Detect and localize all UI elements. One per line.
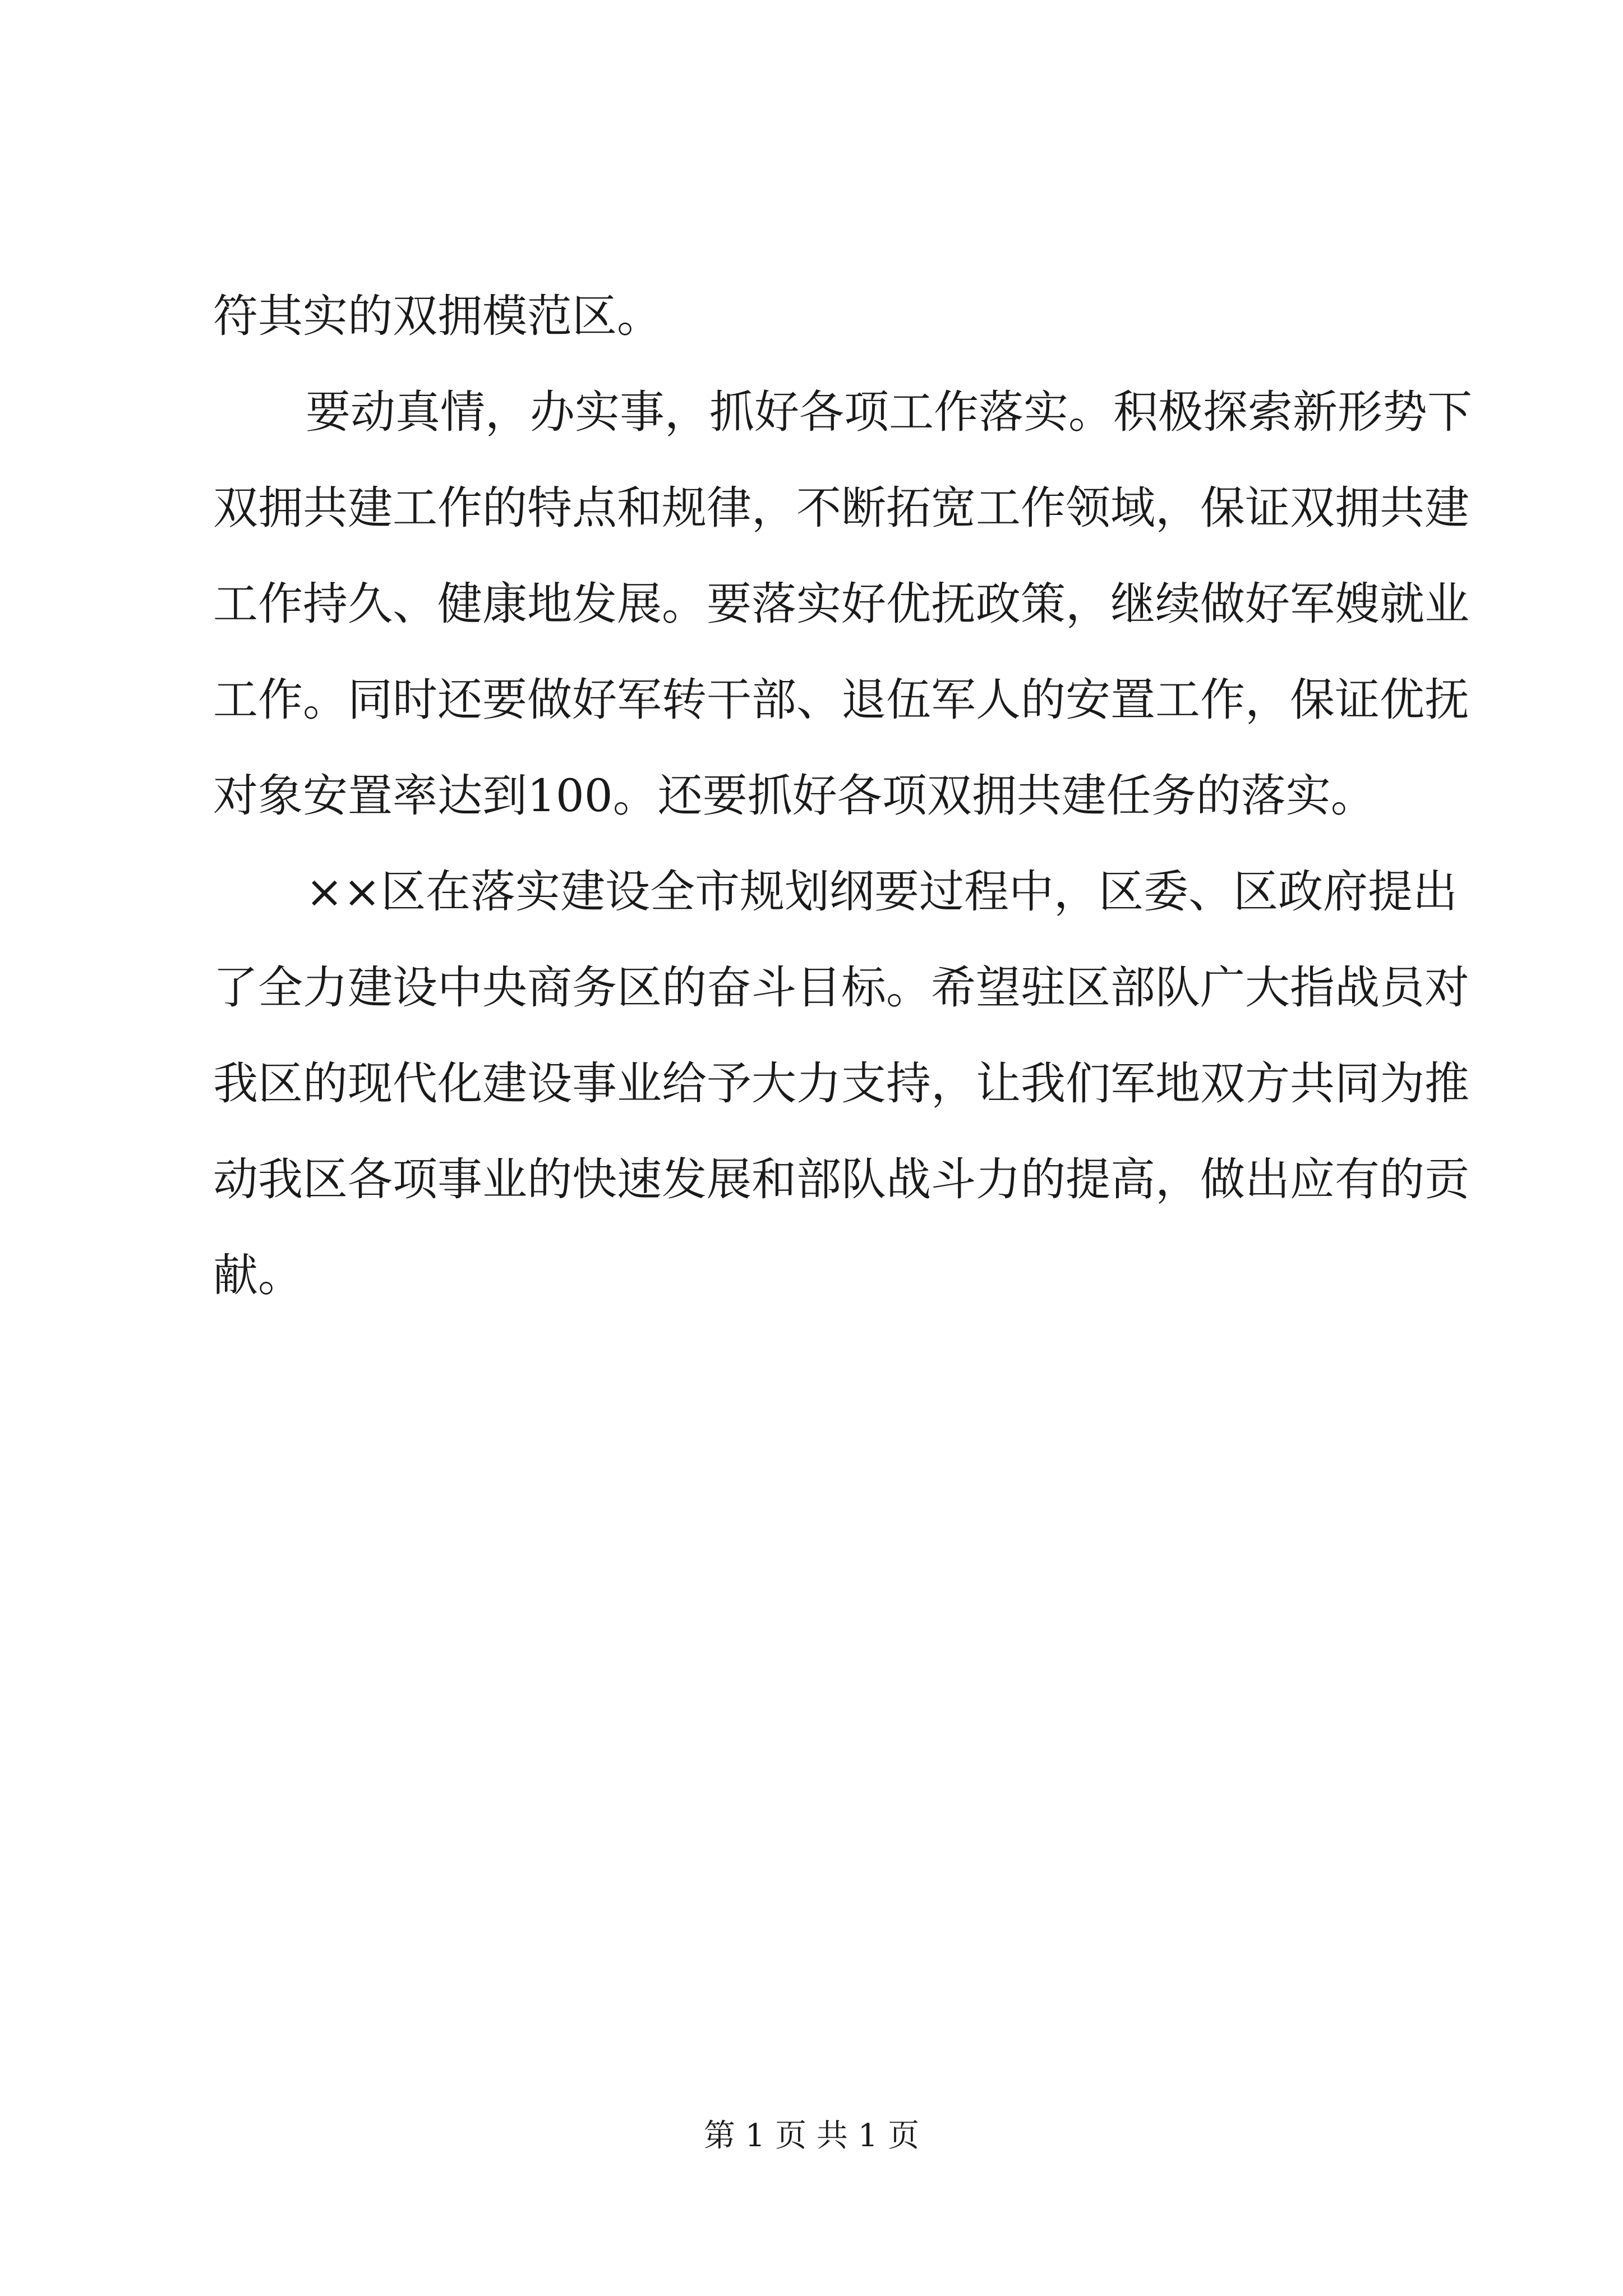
paragraph-3-line-3: 我区的现代化建设事业给予大力支持，让我们军地双方共同为推: [213, 1057, 1469, 1110]
paragraph-2-line-4: 工作。同时还要做好军转干部、退伍军人的安置工作，保证优抚: [213, 674, 1469, 726]
paragraph-3-line-1: ××区在落实建设全市规划纲要过程中，区委、区政府提出: [306, 866, 1458, 918]
paragraph-2-line-3: 工作持久、健康地发展。要落实好优抚政策，继续做好军嫂就业: [213, 578, 1469, 630]
paragraph-3-line-2: 了全力建设中央商务区的奋斗目标。希望驻区部队广大指战员对: [213, 961, 1469, 1014]
paragraph-2-line-1: 要动真情，办实事，抓好各项工作落实。积极探索新形势下: [306, 386, 1472, 438]
paragraph-3-line-4: 动我区各项事业的快速发展和部队战斗力的提高，做出应有的贡: [213, 1153, 1469, 1205]
paragraph-1-line-1: 符其实的双拥模范区。: [213, 290, 662, 342]
paragraph-2-line-2: 双拥共建工作的特点和规律，不断拓宽工作领域，保证双拥共建: [213, 482, 1469, 534]
paragraph-3-line-5: 献。: [213, 1249, 303, 1301]
page-footer: 第 1 页 共 1 页: [703, 2118, 920, 2154]
document-body: [213, 268, 1472, 1323]
paragraph-2-line-5: 对象安置率达到100。还要抓好各项双拥共建任务的落实。: [213, 770, 1376, 822]
